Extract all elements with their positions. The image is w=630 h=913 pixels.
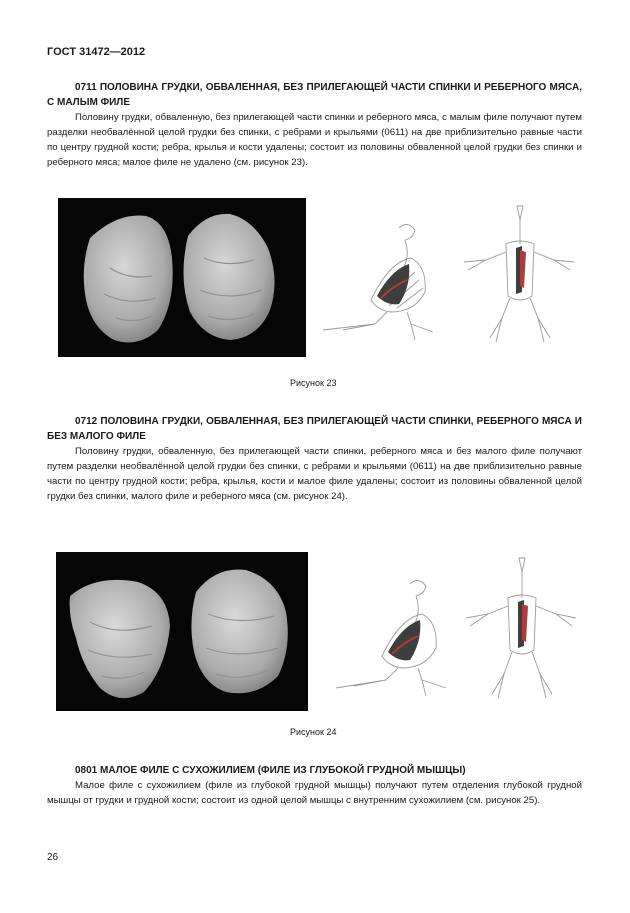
section-0801-text: Малое филе с сухожилием (филе из глубокой грудной мышцы) получают путем отделения глубокой грудной мышцы от грудки и грудной кости; состоит из одной целой мышцы с внутренним сухожилием (см. рисунок 25). (47, 780, 582, 806)
figure-24-side-skeleton (326, 572, 456, 702)
figure-23-front-skeleton (460, 200, 578, 345)
section-0712-title: 0712 ПОЛОВИНА ГРУДКИ, ОБВАЛЕННАЯ, БЕЗ ПРИЛЕГАЮЩЕЙ ЧАСТИ СПИНКИ, РЕБЕРНОГО МЯСА И БЕЗ МАЛОГО ФИЛЕ (47, 416, 582, 442)
page-number: 26 (47, 852, 59, 863)
section-0711-title: 0711 ПОЛОВИНА ГРУДКИ, ОБВАЛЕННАЯ, БЕЗ ПРИЛЕГАЮЩЕЙ ЧАСТИ СПИНКИ И РЕБЕРНОГО МЯСА, С МАЛЫМ ФИЛЕ (47, 82, 582, 108)
figure-23-caption: Рисунок 23 (290, 378, 337, 388)
figure-23-side-skeleton (315, 200, 445, 345)
figure-24-photo (56, 552, 308, 711)
figure-23-photo (58, 198, 306, 357)
document-header: ГОСТ 31472—2012 (47, 46, 146, 58)
section-0801-title: 0801 МАЛОЕ ФИЛЕ С СУХОЖИЛИЕМ (ФИЛЕ ИЗ ГЛУБОКОЙ ГРУДНОЙ МЫШЦЫ) (75, 765, 466, 776)
section-0711-text: Половину грудки, обваленную, без прилегающей части спинки и реберного мяса, с малым филе получают путем разделки необвалённой целой грудки без спинки, с ребрами и крыльями (0611) на две приблизительно равные части по центру грудной кости; ребра, крылья и кости удалены; состоит из половины обваленной целой грудки без спинки и реберного мяса; малое филе не удалено (см. рисунок 23). (47, 112, 582, 168)
section-0712-text: Половину грудки, обваленную, без прилегающей части спинки, реберного мяса и без малого филе получают путем разделки необвалённой целой грудки без спинки, с ребрами и крыльями (0611) на две приблизительно равные части по центру грудной кости; ребра, крылья, кости и малое филе удалены; состоит из половины обваленной целой грудки без спинки, малого филе и реберного мяса (см. рисунок 24). (47, 446, 582, 502)
figure-24-front-skeleton (462, 554, 580, 702)
figure-24-caption: Рисунок 24 (290, 727, 337, 737)
